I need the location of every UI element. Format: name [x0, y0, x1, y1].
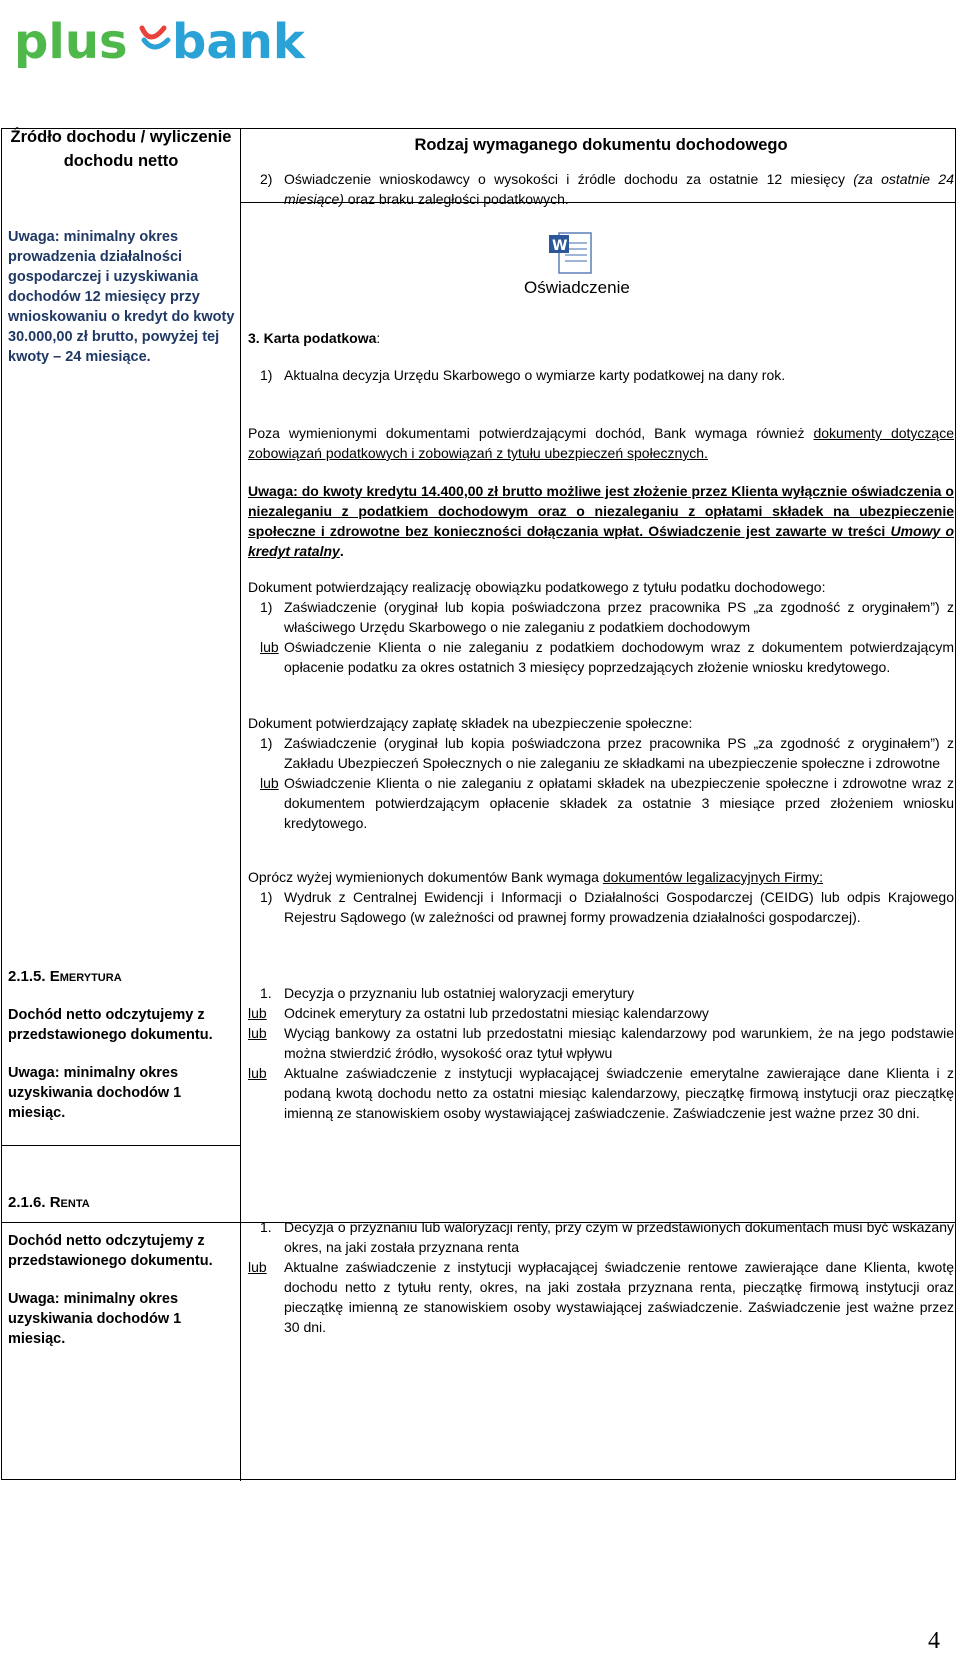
karta-podatkowa-heading: 3. Karta podatkowa:: [248, 330, 381, 346]
renta-note: Uwaga: minimalny okres uzyskiwania dochodów 1 miesiąc.: [8, 1291, 182, 1347]
income-documents-table: [1, 128, 956, 1480]
emerytura-note: Uwaga: minimalny okres uzyskiwania dochodów 1 miesiąc.: [8, 1065, 182, 1121]
svg-text:W: W: [552, 238, 568, 254]
emerytura-documents: [248, 983, 954, 1123]
renta-documents: [248, 1217, 954, 1337]
business-item-2: [248, 169, 954, 209]
row-divider-emerytura: [2, 1145, 240, 1146]
karta-podatkowa-item: [248, 365, 954, 385]
list-item: 1. Decyzja o przyznaniu lub waloryzacji renty, przy czym w przedstawionych dokumentach musi być wskazany okres, na jaki została przyznana renta: [260, 1219, 954, 1255]
list-item: 1) Zaświadczenie (oryginał lub kopia poświadczona przez pracownika PS „za zgodność z oryginałem”) z Zakładu Ubezpieczeń Społecznych o nie zaleganiu ze składkami na ubezpieczenie społeczne i zdrowotne: [260, 735, 954, 771]
renta-section: [8, 1193, 236, 1349]
emerytura-number: 2.1.5.: [8, 968, 50, 985]
logo-text-bank: bank: [172, 14, 305, 70]
list-item: 2) Oświadczenie wnioskodawcy o wysokości i źródle dochodu za ostatnie 12 miesięcy (za ostatnie 24 miesiące) oraz braku zaległości podatkowych.: [260, 171, 954, 207]
emerytura-heading: [8, 967, 236, 987]
legalization-documents-section: [248, 867, 954, 927]
list-item: lub Aktualne zaświadczenie z instytucji wypłacającej świadczenie emerytalne zawierające dane Klienta i z podaną kwotą dochodu netto za ostatni miesiąc kalendarzowy, pieczątkę firmową instytucji oraz pieczątkę imienną ze stanowiskiem osoby wystawiającej zaświadczenie. Zaświadczenie jest ważne przez 30 dni.: [248, 1065, 954, 1121]
plusbank-logo-graphic: [14, 10, 334, 80]
header-income-source: Źródło dochodu / wyliczenie dochodu netto: [10, 128, 232, 170]
tax-obligation-heading: Dokument potwierdzający realizację obowiązku podatkowego z tytułu podatku dochodowego:: [248, 579, 826, 595]
list-item: lub Oświadczenie Klienta o nie zaleganiu z opłatami składek na ubezpieczenie społeczne i zdrowotne wraz z dokumentem potwierdzającym opłacenie składek za ostatnie 3 miesiące przed złożeniem wniosku kredytowego.: [260, 775, 954, 831]
social-insurance-section: [248, 713, 954, 833]
column-divider: [240, 129, 241, 1481]
logo-text-plus: plus: [14, 14, 128, 70]
tax-obligation-section: [248, 577, 954, 677]
emerytura-title: Emerytura: [49, 968, 122, 985]
renta-description: Dochód netto odczytujemy z przedstawionego dokumentu.: [8, 1233, 213, 1269]
list-item: lub Odcinek emerytury za ostatni lub przedostatni miesiąc kalendarzowy: [248, 1005, 709, 1021]
renta-heading: [8, 1193, 236, 1213]
logo-smile-icon: [142, 28, 168, 47]
legalization-heading: Oprócz wyżej wymienionych dokumentów Bank wymaga dokumentów legalizacyjnych Firmy:: [248, 869, 824, 885]
emerytura-description: Dochód netto odczytujemy z przedstawionego dokumentu.: [8, 1007, 213, 1043]
embedded-document-label[interactable]: Oświadczenie: [524, 278, 630, 297]
poza-paragraph: Poza wymienionymi dokumentami potwierdzającymi dochód, Bank wymaga również dokumenty dotyczące zobowiązań podatkowych i zobowiązań z tytułu ubezpieczeń społecznych.: [248, 425, 955, 461]
page-number: 4: [928, 1628, 940, 1654]
list-item: 1) Zaświadczenie (oryginał lub kopia poświadczona przez pracownika PS „za zgodność z oryginałem”) z właściwego Urzędu Skarbowego o nie zaleganiu z podatkiem dochodowym: [260, 599, 954, 635]
business-minimum-period-note: Uwaga: minimalny okres prowadzenia działalności gospodarczej i uzyskiwania dochodów 12 miesięcy przy wnioskowaniu o kredyt do kwoty 30.000,00 zł brutto, powyżej tej kwoty – 24 miesiące.: [8, 229, 235, 365]
list-item: 1. Decyzja o przyznaniu lub ostatniej waloryzacji emerytury: [260, 985, 635, 1001]
word-file-icon: [547, 229, 597, 277]
uwaga-14400-note: Uwaga: do kwoty kredytu 14.400,00 zł brutto możliwe jest złożenie przez Klienta wyłącznie oświadczenia o niezaleganiu z podatkiem dochodowym oraz o niezaleganiu z opłatami składek na ubezpieczenie społeczne i zdrowotne bez konieczności dołączania wpłat. Oświadczenie jest zawarte w treści Umowy o kredyt ratalny.: [248, 483, 954, 559]
plusbank-logo: [14, 10, 334, 80]
list-item: 1) Wydruk z Centralnej Ewidencji i Informacji o Działalności Gospodarczej (CEIDG) lub odpis Krajowego Rejestru Sądowego (w zależności od prawnej formy prowadzenia działalności gospodarczej).: [260, 889, 954, 925]
renta-title: Renta: [49, 1194, 90, 1211]
list-item: lub Wyciąg bankowy za ostatni lub przedostatni miesiąc kalendarzowy pod warunkiem, że na jego podstawie można stwierdzić źródło, wysokość oraz tytuł wpływu: [248, 1025, 954, 1061]
header-document-type: Rodzaj wymaganego dokumentu dochodowego: [414, 136, 788, 154]
list-item: lub Aktualne zaświadczenie z instytucji wypłacającej świadczenie rentowe zawierające dane Klienta, kwotę dochodu netto z tytułu renty, okres, na jaki została przyznana renta, pieczątkę firmową instytucji oraz pieczątkę imienną ze stanowiskiem osoby wystawiającej zaświadczenie. Zaświadczenie jest ważne przez 30 dni.: [248, 1259, 954, 1335]
word-document-icon[interactable]: [547, 229, 597, 280]
emerytura-section: [8, 967, 236, 1123]
list-item: 1) Aktualna decyzja Urzędu Skarbowego o wymiarze karty podatkowej na dany rok.: [260, 367, 786, 383]
list-item: lub Oświadczenie Klienta o nie zaleganiu z podatkiem dochodowym wraz z dokumentem potwierdzającym opłacenie podatku za okres ostatnich 3 miesięcy poprzedzających złożenie wniosku kredytowego.: [260, 639, 954, 675]
social-insurance-heading: Dokument potwierdzający zapłatę składek na ubezpieczenie społeczne:: [248, 715, 693, 731]
renta-number: 2.1.6.: [8, 1194, 50, 1211]
